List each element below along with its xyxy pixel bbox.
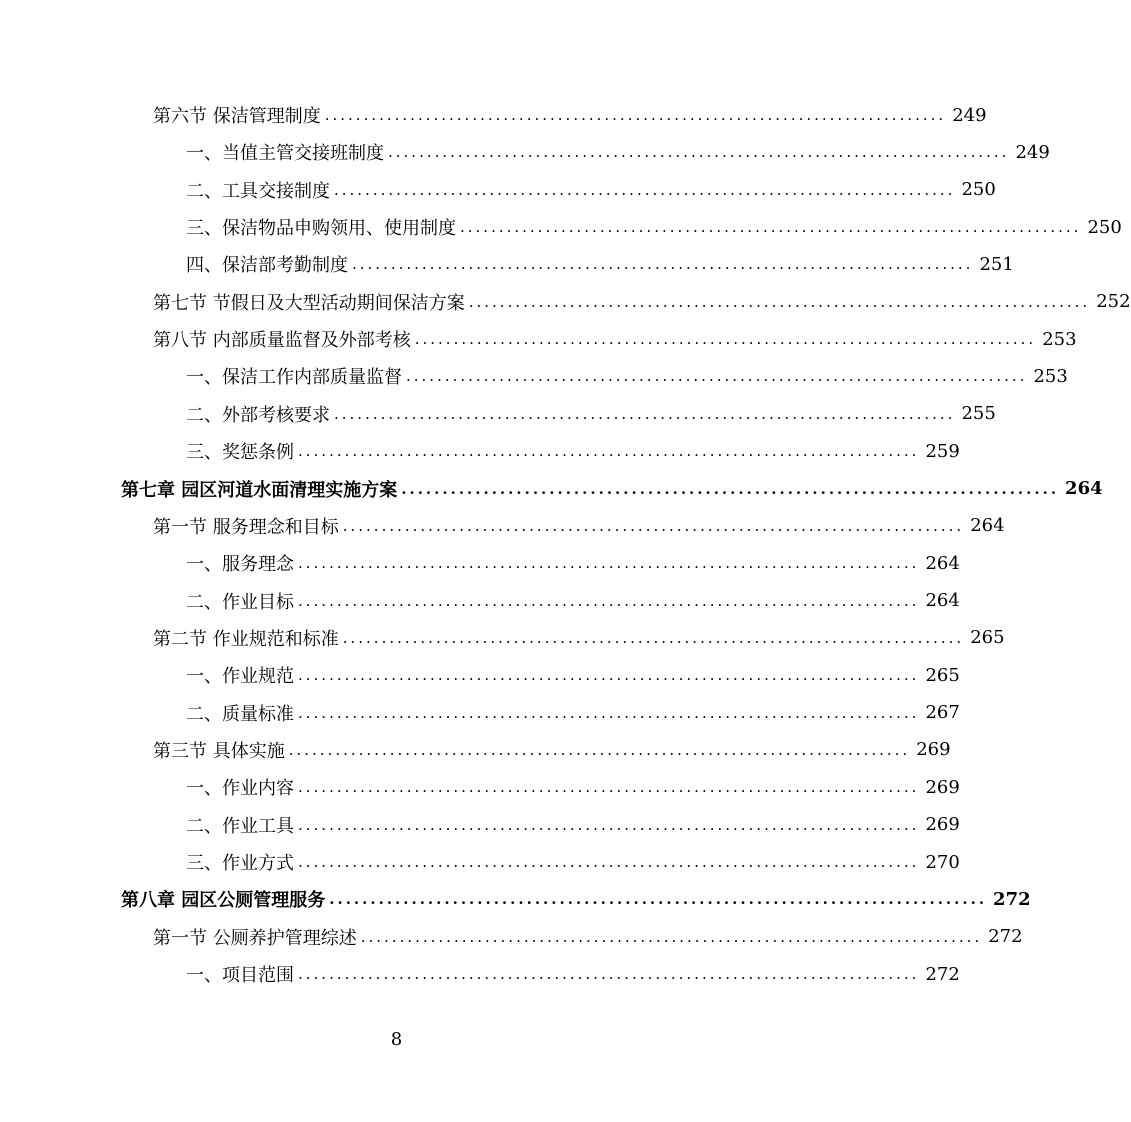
toc-entry-page: 265	[925, 664, 960, 686]
toc-entry-page: 272	[925, 963, 960, 985]
toc-entry-page: 253	[1042, 328, 1077, 350]
toc-entry-title: 一、项目范围	[186, 965, 294, 987]
toc-entry-title: 第七节 节假日及大型活动期间保洁方案	[153, 292, 465, 314]
toc-dot-leader: ................................................................................	[298, 442, 920, 461]
toc-section-entry[interactable]	[153, 287, 1131, 317]
toc-entry-page: 252	[1096, 291, 1131, 313]
toc-entry-page: 259	[925, 440, 960, 462]
toc-entry-title: 第六节 保洁管理制度	[153, 106, 321, 127]
toc-entry-page: 249	[952, 104, 987, 126]
toc-entry-title: 一、作业内容	[186, 778, 294, 800]
toc-entry-title: 第一节 公厕养护管理综述	[153, 927, 357, 949]
toc-entry-title: 二、质量标准	[186, 703, 294, 725]
toc-dot-leader: ................................................................................	[298, 965, 920, 984]
toc-chapter-entry[interactable]	[121, 884, 1031, 914]
toc-entry-title: 一、服务理念	[186, 554, 294, 576]
toc-entry-title: 二、外部考核要求	[186, 404, 330, 426]
toc-entry-title: 二、作业工具	[186, 815, 294, 837]
toc-entry-title: 一、保洁工作内部质量监督	[186, 367, 402, 389]
toc-entry-page: 251	[979, 253, 1014, 275]
toc-subsection-entry[interactable]	[186, 212, 1122, 242]
toc-entry-title: 四、保洁部考勤制度	[186, 255, 348, 277]
toc-subsection-entry[interactable]	[186, 810, 960, 840]
toc-entry-title: 第一节 服务理念和目标	[153, 516, 339, 538]
toc-dot-leader: ................................................................................	[298, 778, 920, 797]
toc-dot-leader: ................................................................................	[329, 890, 988, 909]
toc-entry-title: 第八章 园区公厕管理服务	[121, 890, 326, 912]
toc-subsection-entry[interactable]	[186, 548, 960, 578]
toc-entry-page: 267	[925, 702, 960, 724]
toc-entry-page: 250	[961, 179, 996, 201]
toc-subsection-entry[interactable]	[186, 249, 1014, 279]
toc-entry-title: 第三节 具体实施	[153, 740, 285, 762]
toc-subsection-entry[interactable]	[186, 698, 960, 728]
page-number: 8	[390, 1029, 403, 1050]
toc-subsection-entry[interactable]	[186, 959, 960, 989]
toc-entry-title: 三、奖惩条例	[186, 442, 294, 464]
toc-dot-leader: ................................................................................	[334, 404, 956, 423]
toc-section-entry[interactable]	[153, 735, 951, 765]
toc-entry-page: 250	[1087, 216, 1122, 238]
toc-section-entry[interactable]	[153, 922, 1023, 952]
toc-dot-leader: ................................................................................	[460, 218, 1082, 237]
toc-section-entry[interactable]	[153, 511, 1005, 541]
toc-dot-leader: ................................................................................	[298, 554, 920, 573]
toc-entry-title: 三、作业方式	[186, 853, 294, 874]
toc-dot-leader: ................................................................................	[342, 516, 965, 535]
toc-subsection-entry[interactable]	[186, 137, 1050, 167]
toc-dot-leader: ................................................................................	[352, 255, 974, 274]
toc-subsection-entry[interactable]	[186, 361, 1068, 391]
toc-subsection-entry[interactable]	[186, 399, 996, 429]
toc-entry-page: 264	[925, 590, 960, 612]
toc-dot-leader: ................................................................................	[406, 367, 1028, 386]
toc-subsection-entry[interactable]	[186, 772, 960, 802]
toc-entry-title: 二、工具交接制度	[186, 180, 330, 202]
toc-entry-page: 264	[1065, 478, 1103, 499]
toc-dot-leader: ................................................................................	[388, 143, 1010, 162]
toc-entry-page: 269	[925, 776, 960, 798]
toc-entry-title: 三、保洁物品申购领用、使用制度	[186, 218, 456, 240]
toc-dot-leader: ................................................................................	[401, 479, 1060, 498]
toc-dot-leader: ................................................................................	[298, 703, 920, 722]
toc-dot-leader: ................................................................................	[468, 292, 1091, 311]
toc-dot-leader: ................................................................................	[414, 330, 1037, 349]
toc-subsection-entry[interactable]	[186, 175, 996, 205]
toc-section-entry[interactable]	[153, 324, 1077, 354]
toc-entry-page: 253	[1033, 365, 1068, 387]
toc-dot-leader: ................................................................................	[298, 666, 920, 685]
toc-entry-page: 270	[925, 851, 960, 873]
toc-entry-page: 264	[925, 552, 960, 574]
toc-entry-page: 269	[925, 814, 960, 836]
toc-chapter-entry[interactable]	[121, 474, 1103, 504]
toc-entry-page: 249	[1015, 141, 1050, 163]
toc-entry-title: 第七章 园区河道水面清理实施方案	[121, 479, 398, 501]
toc-subsection-entry[interactable]	[186, 436, 960, 466]
toc-subsection-entry[interactable]	[186, 586, 960, 616]
toc-section-entry[interactable]	[153, 100, 987, 130]
toc-dot-leader: ................................................................................	[298, 591, 920, 610]
toc-dot-leader: ................................................................................	[288, 740, 911, 759]
toc-entry-page: 265	[970, 627, 1005, 649]
toc-entry-page: 255	[961, 403, 996, 425]
toc-entry-title: 第八节 内部质量监督及外部考核	[153, 330, 411, 352]
toc-entry-page: 264	[970, 515, 1005, 537]
toc-entry-title: 一、作业规范	[186, 666, 294, 688]
toc-entry-page: 272	[988, 926, 1023, 948]
toc-subsection-entry[interactable]	[186, 847, 960, 877]
toc-subsection-entry[interactable]	[186, 660, 960, 690]
toc-section-entry[interactable]	[153, 623, 1005, 653]
toc-dot-leader: ................................................................................	[360, 927, 983, 946]
toc-dot-leader: ................................................................................	[324, 106, 947, 124]
toc-entry-title: 二、作业目标	[186, 591, 294, 613]
toc-entry-page: 269	[916, 739, 951, 761]
toc-dot-leader: ................................................................................	[298, 815, 920, 834]
toc-dot-leader: ................................................................................	[298, 853, 920, 871]
toc-dot-leader: ................................................................................	[334, 180, 956, 199]
toc-dot-leader: ................................................................................	[342, 628, 965, 647]
toc-entry-page: 272	[993, 888, 1031, 910]
toc-entry-title: 第二节 作业规范和标准	[153, 628, 339, 650]
toc-entry-title: 一、当值主管交接班制度	[186, 143, 384, 165]
